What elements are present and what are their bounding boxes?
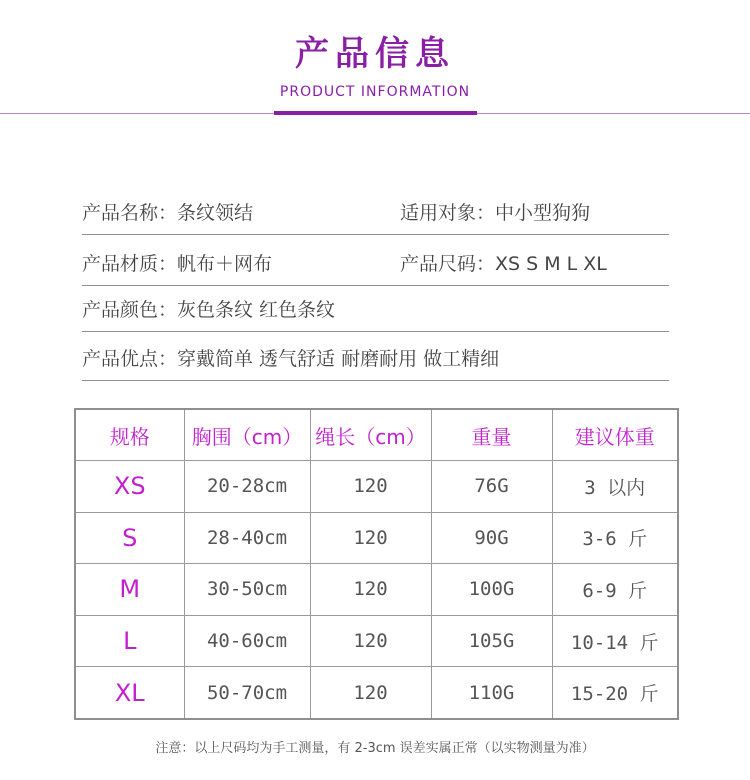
header-accent-bar <box>274 111 477 115</box>
info-row-2 <box>82 237 669 286</box>
suggested-weight-cell: 15-20 斤 <box>552 667 678 719</box>
chest-cell: 50-70cm <box>184 667 310 719</box>
rope-cell: 120 <box>310 667 431 719</box>
rope-cell: 120 <box>310 615 431 667</box>
header-chest: 胸围（cm） <box>184 409 310 461</box>
page-subtitle: PRODUCT INFORMATION <box>279 84 471 100</box>
size-cell: L <box>75 615 184 667</box>
suggested-weight-cell: 3-6 斤 <box>552 512 678 564</box>
info-row-3 <box>82 283 669 332</box>
weight-cell: 100G <box>431 564 552 616</box>
measurement-note: 注意：以上尺码均为手工测量，有 2-3cm 误差实属正常（以实物测量为准） <box>155 741 595 756</box>
table-row <box>75 461 678 513</box>
table-row <box>75 667 678 719</box>
rope-cell: 120 <box>310 512 431 564</box>
page-title: 产品信息 <box>295 34 455 74</box>
product-advantages: 产品优点：穿戴简单 透气舒适 耐磨耐用 做工精细 <box>82 348 500 370</box>
product-name: 产品名称：条纹领结 <box>82 202 254 224</box>
suggested-weight-cell: 10-14 斤 <box>552 615 678 667</box>
header-weight: 重量 <box>431 409 552 461</box>
table-row <box>75 615 678 667</box>
chest-cell: 30-50cm <box>184 564 310 616</box>
header-rope-length: 绳长（cm） <box>310 409 431 461</box>
table-header-row <box>75 409 678 461</box>
size-cell: XL <box>75 667 184 719</box>
header-suggested-weight: 建议体重 <box>552 409 678 461</box>
table-row <box>75 564 678 616</box>
rope-cell: 120 <box>310 564 431 616</box>
product-color: 产品颜色：灰色条纹 红色条纹 <box>82 299 336 321</box>
product-target: 适用对象：中小型狗狗 <box>400 202 591 224</box>
size-cell: S <box>75 512 184 564</box>
rope-cell: 120 <box>310 461 431 513</box>
size-table <box>74 408 679 720</box>
info-row-4 <box>82 332 669 381</box>
table-row <box>75 512 678 564</box>
chest-cell: 28-40cm <box>184 512 310 564</box>
size-cell: M <box>75 564 184 616</box>
chest-cell: 40-60cm <box>184 615 310 667</box>
suggested-weight-cell: 3 以内 <box>552 461 678 513</box>
product-material: 产品材质：帆布＋网布 <box>82 253 273 275</box>
weight-cell: 110G <box>431 667 552 719</box>
product-sizes: 产品尺码：XS S M L XL <box>400 253 607 275</box>
weight-cell: 105G <box>431 615 552 667</box>
weight-cell: 76G <box>431 461 552 513</box>
suggested-weight-cell: 6-9 斤 <box>552 564 678 616</box>
chest-cell: 20-28cm <box>184 461 310 513</box>
header-size: 规格 <box>75 409 184 461</box>
info-row-1 <box>82 186 669 235</box>
size-cell: XS <box>75 461 184 513</box>
weight-cell: 90G <box>431 512 552 564</box>
